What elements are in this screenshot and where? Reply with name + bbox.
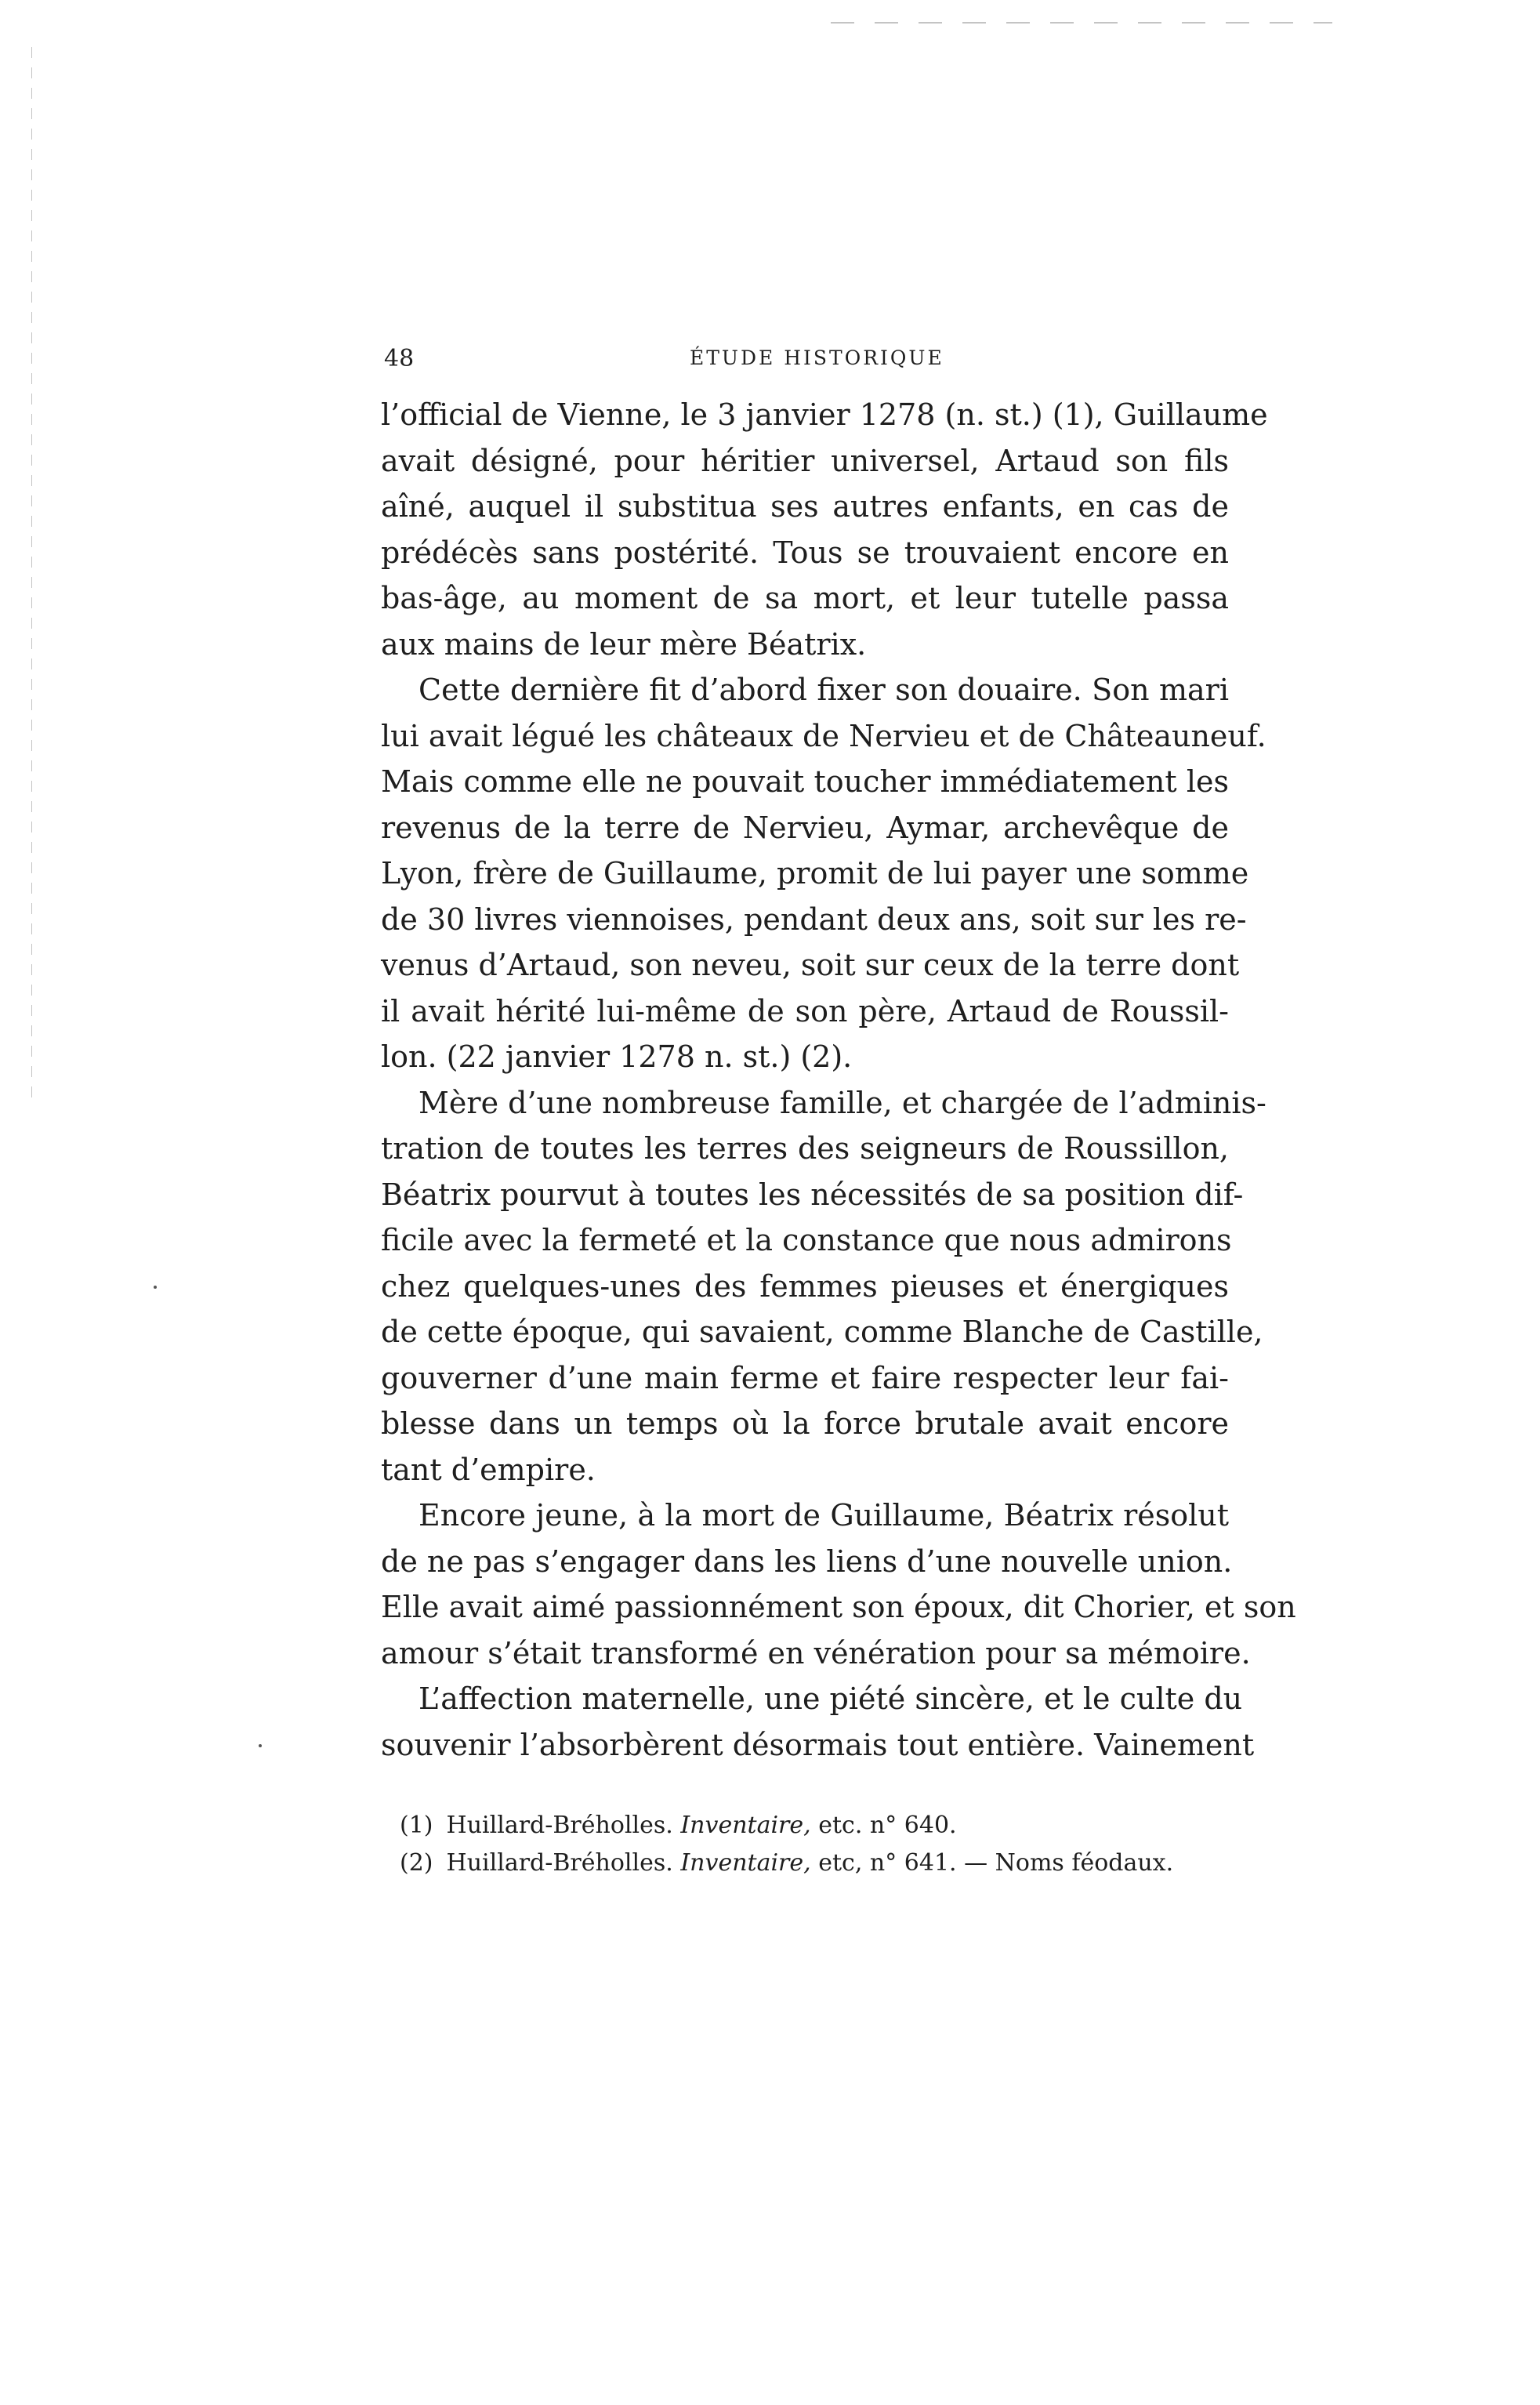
text-line: prédécès sans postérité. Tous se trouvaient encore en (381, 535, 1229, 570)
footnote-author: Huillard-Bréholles. (446, 1812, 673, 1839)
text-line: L’affection maternelle, une piété sincère, et le culte du (419, 1681, 1243, 1716)
text-line: Elle avait aimé passionnément son époux, dit Chorier, et son (381, 1590, 1296, 1624)
body-text (381, 392, 1296, 1768)
text-line: bas-âge, au moment de sa mort, et leur tutelle passa (381, 581, 1229, 615)
text-line: Cette dernière fit d’abord fixer son douaire. Son mari (419, 673, 1229, 707)
text-line: blesse dans un temps où la force brutale avait encore (381, 1406, 1229, 1441)
paragraph (381, 667, 1266, 1080)
text-line: Mais comme elle ne pouvait toucher immédiatement les (381, 764, 1229, 799)
text-line: Encore jeune, à la mort de Guillaume, Béatrix résolut (419, 1498, 1229, 1533)
scan-speck (154, 1286, 157, 1289)
text-line: avait désigné, pour héritier universel, Artaud son fils (381, 443, 1229, 478)
text-line: Béatrix pourvut à toutes les nécessités de sa position dif- (381, 1177, 1244, 1212)
text-line: tration de toutes les terres des seigneurs de Roussillon, (381, 1131, 1229, 1166)
text-line: lui avait légué les châteaux de Nervieu et de Châteauneuf. (381, 718, 1266, 753)
footnote-author: Huillard-Bréholles. (446, 1849, 673, 1877)
text-line: chez quelques-unes des femmes pieuses et énergiques (381, 1268, 1229, 1304)
footnote-rest: etc, n° 641. — Noms féodaux. (818, 1849, 1174, 1877)
scan-artifact-top (831, 22, 1332, 24)
text-line: souvenir l’absorbèrent désormais tout entière. Vainement (381, 1727, 1255, 1762)
text-line: il avait hérité lui-même de son père, Artaud de Roussil- (381, 993, 1229, 1028)
text-line: de cette époque, qui savaient, comme Blanche de Castille, (381, 1315, 1263, 1349)
text-line: amour s’était transformé en vénération pour sa mémoire. (381, 1635, 1251, 1670)
text-line: ficile avec la fermeté et la constance que nous admirons (381, 1223, 1232, 1257)
footnote-number: (2) (400, 1849, 433, 1877)
text-line: lon. (22 janvier 1278 n. st.) (2). (381, 1039, 853, 1074)
running-head (384, 345, 1230, 376)
paragraph (381, 1493, 1296, 1676)
text-line: de ne pas s’engager dans les liens d’une nouvelle union. (381, 1543, 1233, 1579)
text-line: gouverner d’une main ferme et faire respecter leur fai- (381, 1360, 1229, 1395)
text-line: aîné, auquel il substitua ses autres enfants, en cas de (381, 489, 1229, 524)
text-line: venus d’Artaud, son neveu, soit sur ceux de la terre dont (381, 948, 1240, 982)
footnote-work: Inventaire, (680, 1812, 811, 1839)
running-title: ÉTUDE HISTORIQUE (690, 346, 944, 369)
footnote-work: Inventaire, (680, 1849, 811, 1877)
text-line: l’official de Vienne, le 3 janvier 1278 (n. st.) (1), Guillaume (381, 397, 1268, 432)
footnote-number: (1) (400, 1812, 433, 1839)
footnote (400, 1807, 1262, 1845)
paragraph (381, 392, 1268, 667)
text-line: tant d’empire. (381, 1452, 596, 1487)
footnote-rest: etc. n° 640. (818, 1812, 957, 1839)
paragraph (381, 1080, 1266, 1493)
text-line: Lyon, frère de Guillaume, promit de lui payer une somme (381, 856, 1249, 891)
text-line: revenus de la terre de Nervieu, Aymar, archevêque de (381, 810, 1229, 845)
scan-speck (259, 1744, 262, 1747)
footnote (400, 1845, 1262, 1882)
paragraph (381, 1676, 1255, 1768)
text-line: de 30 livres viennoises, pendant deux ans, soit sur les re- (381, 901, 1247, 937)
scan-artifact-edge (31, 47, 32, 1097)
footnotes (400, 1807, 1262, 1882)
page-number: 48 (384, 345, 415, 372)
text-line: Mère d’une nombreuse famille, et chargée de l’adminis- (419, 1085, 1266, 1120)
text-line: aux mains de leur mère Béatrix. (381, 626, 867, 662)
